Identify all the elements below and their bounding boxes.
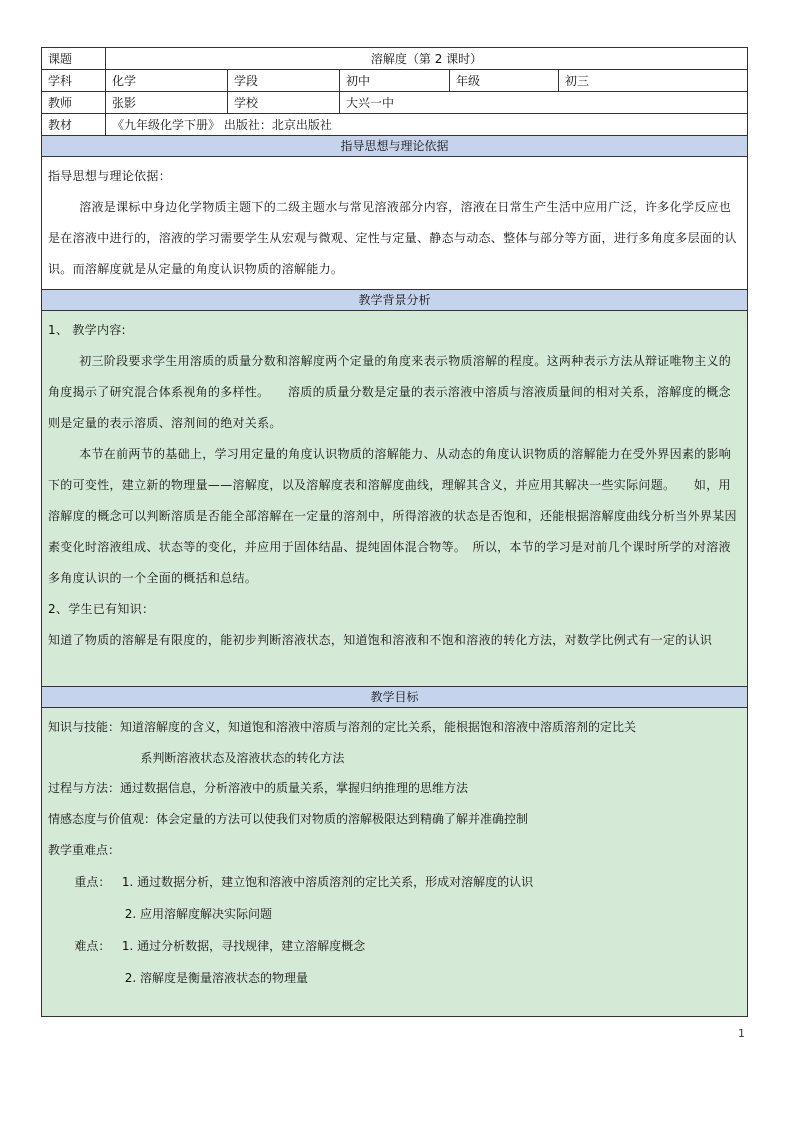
- stage-label: 学段: [228, 70, 340, 92]
- subject-row: [42, 70, 748, 92]
- key-point-2: 2. 应用溶解度解决实际问题: [124, 907, 273, 921]
- textbook-value: 《九年级化学下册》 出版社：北京出版社: [106, 114, 748, 136]
- key-point-1-text: 1. 通过数据分析，建立饱和溶液中溶质溶剂的定比关系，形成对溶解度的认识: [121, 875, 534, 889]
- content-para-2: 本节在前两节的基础上，学习用定量的角度认识物质的溶解能力、从动态的角度认识物质的溶解能力在受外界因素的影响下的可变性，建立新的物理量——溶解度，以及溶解度表和溶解度曲线，理解其含义，并应用其解决一些实际问题。 如，用溶解度的概念可以判断溶质是否能全部溶解在一定量的溶剂中，所得溶液的状态是否饱和，还能根据溶解度曲线分析当外界某因素变化时溶液组成、状态等的变化，并应用于固体结晶、提纯固体混合物等。 所以，本节的学习是对前几个课时所学的对溶液多角度认识的一个全面的概括和总结。: [48, 447, 737, 585]
- emotion-goal: 情感态度与价值观：体会定量的方法可以使我们对物质的溶解极限达到精确了解并准确控制: [48, 812, 529, 826]
- difficulty-label: 难点：: [74, 939, 111, 953]
- topic-row: [42, 48, 748, 70]
- knowledge-goal-line-1: 知识与技能：知道溶解度的含义，知道饱和溶液中溶质与溶剂的定比关系，能根据饱和溶液中溶质溶剂的定比关: [48, 720, 637, 734]
- grade-label: 年级: [450, 70, 559, 92]
- background-heading: 教学背景分析: [42, 290, 748, 311]
- school-label: 学校: [228, 92, 340, 114]
- content-title: 1、 教学内容:: [48, 323, 126, 337]
- background-heading-row: [42, 290, 748, 311]
- subject-label: 学科: [42, 70, 106, 92]
- guidance-block: [42, 157, 748, 290]
- process-goal: 过程与方法：通过数据信息，分析溶液中的质量关系，掌握归纳推理的思维方法: [48, 781, 469, 795]
- difficulty-2: 2. 溶解度是衡量溶液状态的物理量: [124, 971, 309, 985]
- guidance-heading: 指导思想与理论依据: [42, 136, 748, 157]
- guidance-body: 溶液是课标中身边化学物质主题下的二级主题水与常见溶液部分内容，溶液在日常生产生活中应用广泛，许多化学反应也是在溶液中进行的，溶液的学习需要学生从宏观与微观、定性与定量、静态与动态、整体与部分等方面，进行多角度多层面的认识。而溶解度就是从定量的角度认识物质的溶解能力。: [48, 200, 737, 276]
- textbook-row: [42, 114, 748, 136]
- key-label: 重点：: [74, 875, 111, 889]
- difficulty-1-text: 1. 通过分析数据，寻找规律，建立溶解度概念: [121, 939, 366, 953]
- guidance-heading-row: [42, 136, 748, 157]
- knowledge-title: 2、学生已有知识：: [48, 602, 155, 616]
- topic-label: 课题: [42, 48, 106, 70]
- teacher-value: 张影: [106, 92, 228, 114]
- school-value: 大兴一中: [340, 92, 748, 114]
- teacher-label: 教师: [42, 92, 106, 114]
- key-point-1: [48, 866, 741, 898]
- guidance-intro: 指导思想与理论依据：: [48, 169, 172, 183]
- stage-value: 初中: [340, 70, 450, 92]
- goals-heading: 教学目标: [42, 687, 748, 708]
- knowledge-body: 知道了物质的溶解是有限度的，能初步判断溶液状态，知道饱和溶液和不饱和溶液的转化方法，对数学比例式有一定的认识: [48, 633, 713, 647]
- background-block: [42, 311, 748, 687]
- goals-heading-row: [42, 687, 748, 708]
- lesson-plan-table: [41, 47, 748, 1017]
- keypoints-title: 教学重难点：: [48, 843, 121, 857]
- knowledge-goal-line-2: 系判断溶液状态及溶液状态的转化方法: [140, 751, 345, 765]
- teacher-row: [42, 92, 748, 114]
- textbook-label: 教材: [42, 114, 106, 136]
- page-number: 1: [738, 1027, 745, 1040]
- difficulty-1: [48, 930, 741, 962]
- subject-value: 化学: [106, 70, 228, 92]
- content-para-1: 初三阶段要求学生用溶质的质量分数和溶解度两个定量的角度来表示物质溶解的程度。这两种表示方法从辩证唯物主义的角度揭示了研究混合体系视角的多样性。 溶质的质量分数是定量的表示溶液中溶质与溶液质量间的相对关系，溶解度的概念则是定量的表示溶质、溶剂间的绝对关系。: [48, 354, 732, 430]
- goals-block: [42, 708, 748, 1017]
- grade-value: 初三: [559, 70, 748, 92]
- topic-value: 溶解度（第 2 课时）: [106, 48, 748, 70]
